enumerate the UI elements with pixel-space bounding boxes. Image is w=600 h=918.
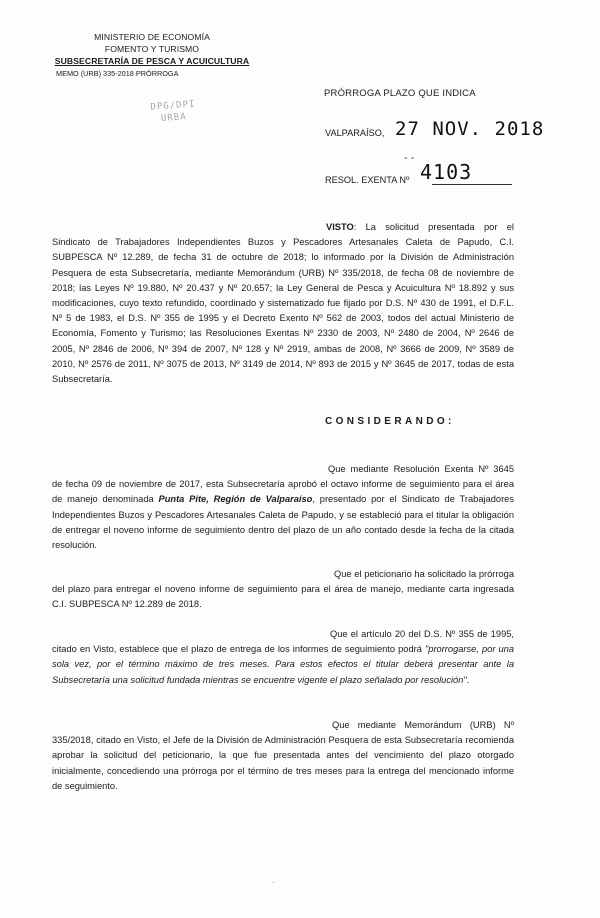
considerando-3-text-a: Que el artículo 20 del D.S. Nº 355 de 1995, citado en Visto, establece que el plazo de entrega de los informes de seguimiento podrá (52, 629, 514, 655)
visto-heading: VISTO (326, 222, 354, 232)
document-date: 27 NOV. 2018 (395, 118, 545, 140)
considerando-1-text-b: , presentado por el Sindicato de Trabajadores Independientes Buzos y Pescadores Artesanales Caleta de Papudo, y se estableció para el titular la obligación de entregar el noveno informe de seguimiento dentro del plazo de un año contado desde la fecha de la citada resolución. (52, 494, 514, 551)
considerando-2: Que el peticionario ha solicitado la prórroga del plazo para entregar el noveno informe de seguimiento para el área de manejo, mediante carta ingresada C.I. SUBPESCA Nº 12.289 de 2018. (52, 569, 514, 610)
considerando-heading: CONSIDERANDO: (325, 416, 455, 427)
resolution-underline (432, 184, 512, 185)
resolution-label: RESOL. EXENTA Nº (325, 175, 410, 185)
considerando-1 (52, 462, 514, 553)
considerando-3-quote: "prorrogarse, por una sola vez, por el término máximo de tres meses. Para estos efectos el titular deberá presentar ante la Subsecretaría una solicitud fundada mientras se encuentre vigente el plazo señalado por resolución" (52, 644, 514, 685)
place-label: VALPARAÍSO, (325, 128, 385, 138)
considerando-4: Que mediante Memorándum (URB) Nº 335/2018, citado en Visto, el Jefe de la División de Administración Pesquera de esta Subsecretaría recomienda aprobar la solicitud del peticionario, la que fue presentada antes del vencimiento del plazo otorgado inicialmente, concediendo una prórroga por el término de tres meses para la entrega del mencionado informe de seguimiento. (52, 720, 514, 791)
page-mark: · (272, 878, 275, 887)
office-stamp (139, 98, 210, 145)
visto-paragraph (52, 220, 514, 387)
considerando-3-text-b: . (466, 674, 470, 685)
memo-reference: MEMO (URB) 335-2018 PRÓRROGA (56, 69, 179, 78)
considerando-1-text-a: Que mediante Resolución Exenta Nº 3645 de fecha 09 de noviembre de 2017, esta Subsecretaría aprobó el octavo informe de seguimiento para el área de manejo denominada (52, 464, 514, 505)
considerando-3 (52, 627, 514, 688)
area-name: Punta Pite, Región de Valparaíso (158, 494, 313, 505)
resolution-number: 4103 (420, 160, 473, 184)
resolution-dash: - - (404, 152, 415, 164)
visto-text: : La solicitud presentada por el Sindicato de Trabajadores Independientes Buzos y Pescadores Artesanales Caleta de Papudo, C.I. SUBPESCA Nº 12.289, de fecha 31 de octubre de 2018; lo informado por la División de Administración Pesquera de esta Subsecretaría, mediante Memorándum (URB) Nº 335/2018, de fecha 08 de noviembre de 2018; las Leyes Nº 19.880, Nº 20.437 y Nº 20.657; la Ley General de Pesca y Acuicultura Nº 18.892 y sus modificaciones, cuyo texto refundido, coordinado y sistematizado fue fijado por D.S. Nº 430 de 1991, el D.F.L. Nº 5 de 1983, el D.S. Nº 355 de 1995 y el Decreto Exento Nº 562 de 2003, todos del actual Ministerio de Economía, Fomento y Turismo; las Resoluciones Exentas Nº 2330 de 2003, Nº 2480 de 2004, Nº 2646 de 2005, Nº 2846 de 2006, Nº 394 de 2007, Nº 128 y Nº 2919, ambas de 2008, Nº 3666 de 2009, Nº 3589 de 2010, Nº 2576 de 2011, Nº 3075 de 2013, Nº 3149 de 2014, Nº 893 de 2015 y Nº 3645 de 2017, todas de esta Subsecretaría. (52, 222, 514, 385)
undersecretary-name: SUBSECRETARÍA DE PESCA Y ACUICULTURA (54, 56, 250, 66)
document-subject: PRÓRROGA PLAZO QUE INDICA (324, 88, 476, 99)
ministry-subname: FOMENTO Y TURISMO (104, 44, 200, 54)
stamp-line-1: DPG/DPI (150, 99, 196, 113)
ministry-name: MINISTERIO DE ECONOMÍA (94, 32, 210, 42)
stamp-line-2: URBA (160, 112, 187, 124)
